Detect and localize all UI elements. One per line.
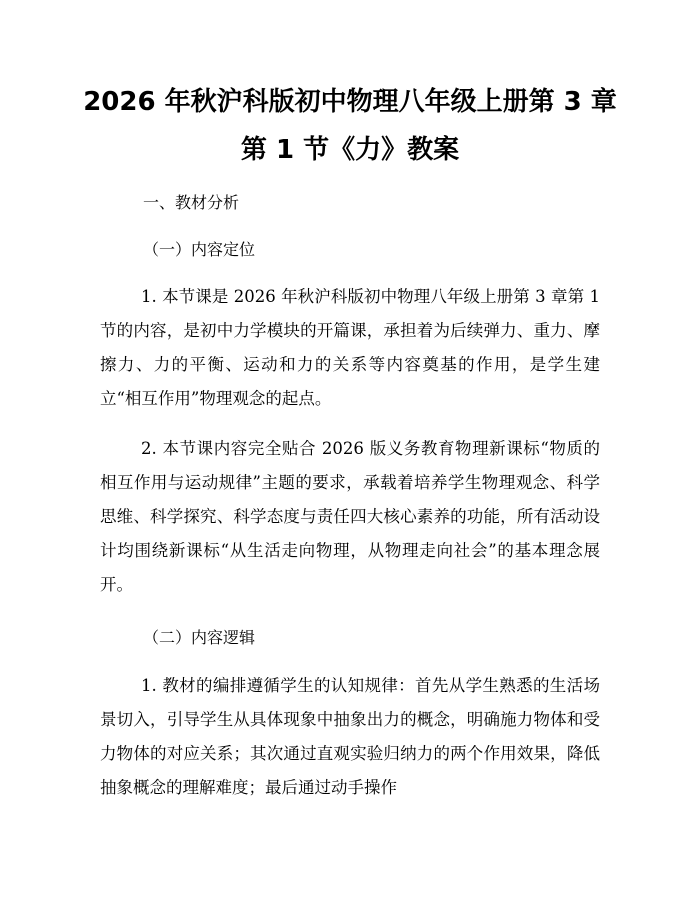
document-title-line-1: 2026 年秋沪科版初中物理八年级上册第 3 章: [83, 87, 617, 117]
document-title-line-2: 第 1 节《力》教案: [240, 135, 460, 165]
section-heading-material-analysis: 一、教材分析: [143, 193, 240, 212]
subsection-heading-content-positioning: （一）内容定位: [143, 240, 256, 259]
paragraph-logic-1: 1. 教材的编排遵循学生的认知规律：首先从学生熟悉的生活场景切入，引导学生从具体现象中抽象出力的概念，明确施力物体和受力物体的对应关系；其次通过直观实验归纳力的两个作用效果，降低抽象概念的理解难度；最后通过动手操作: [100, 676, 600, 797]
paragraph-positioning-2: 2. 本节课内容完全贴合 2026 版义务教育物理新课标“物质的相互作用与运动规律”主题的要求，承载着培养学生物理观念、科学思维、科学探究、科学态度与责任四大核心素养的功能，所有活动设计均围绕新课标“从生活走向物理，从物理走向社会”的基本理念展开。: [100, 439, 600, 594]
subsection-heading-content-logic: （二）内容逻辑: [143, 628, 256, 647]
paragraph-positioning-1: 1. 本节课是 2026 年秋沪科版初中物理八年级上册第 3 章第 1 节的内容，是初中力学模块的开篇课，承担着为后续弹力、重力、摩擦力、力的平衡、运动和力的关系等内容奠基的作用，是学生建立“相互作用”物理观念的起点。: [100, 287, 600, 408]
